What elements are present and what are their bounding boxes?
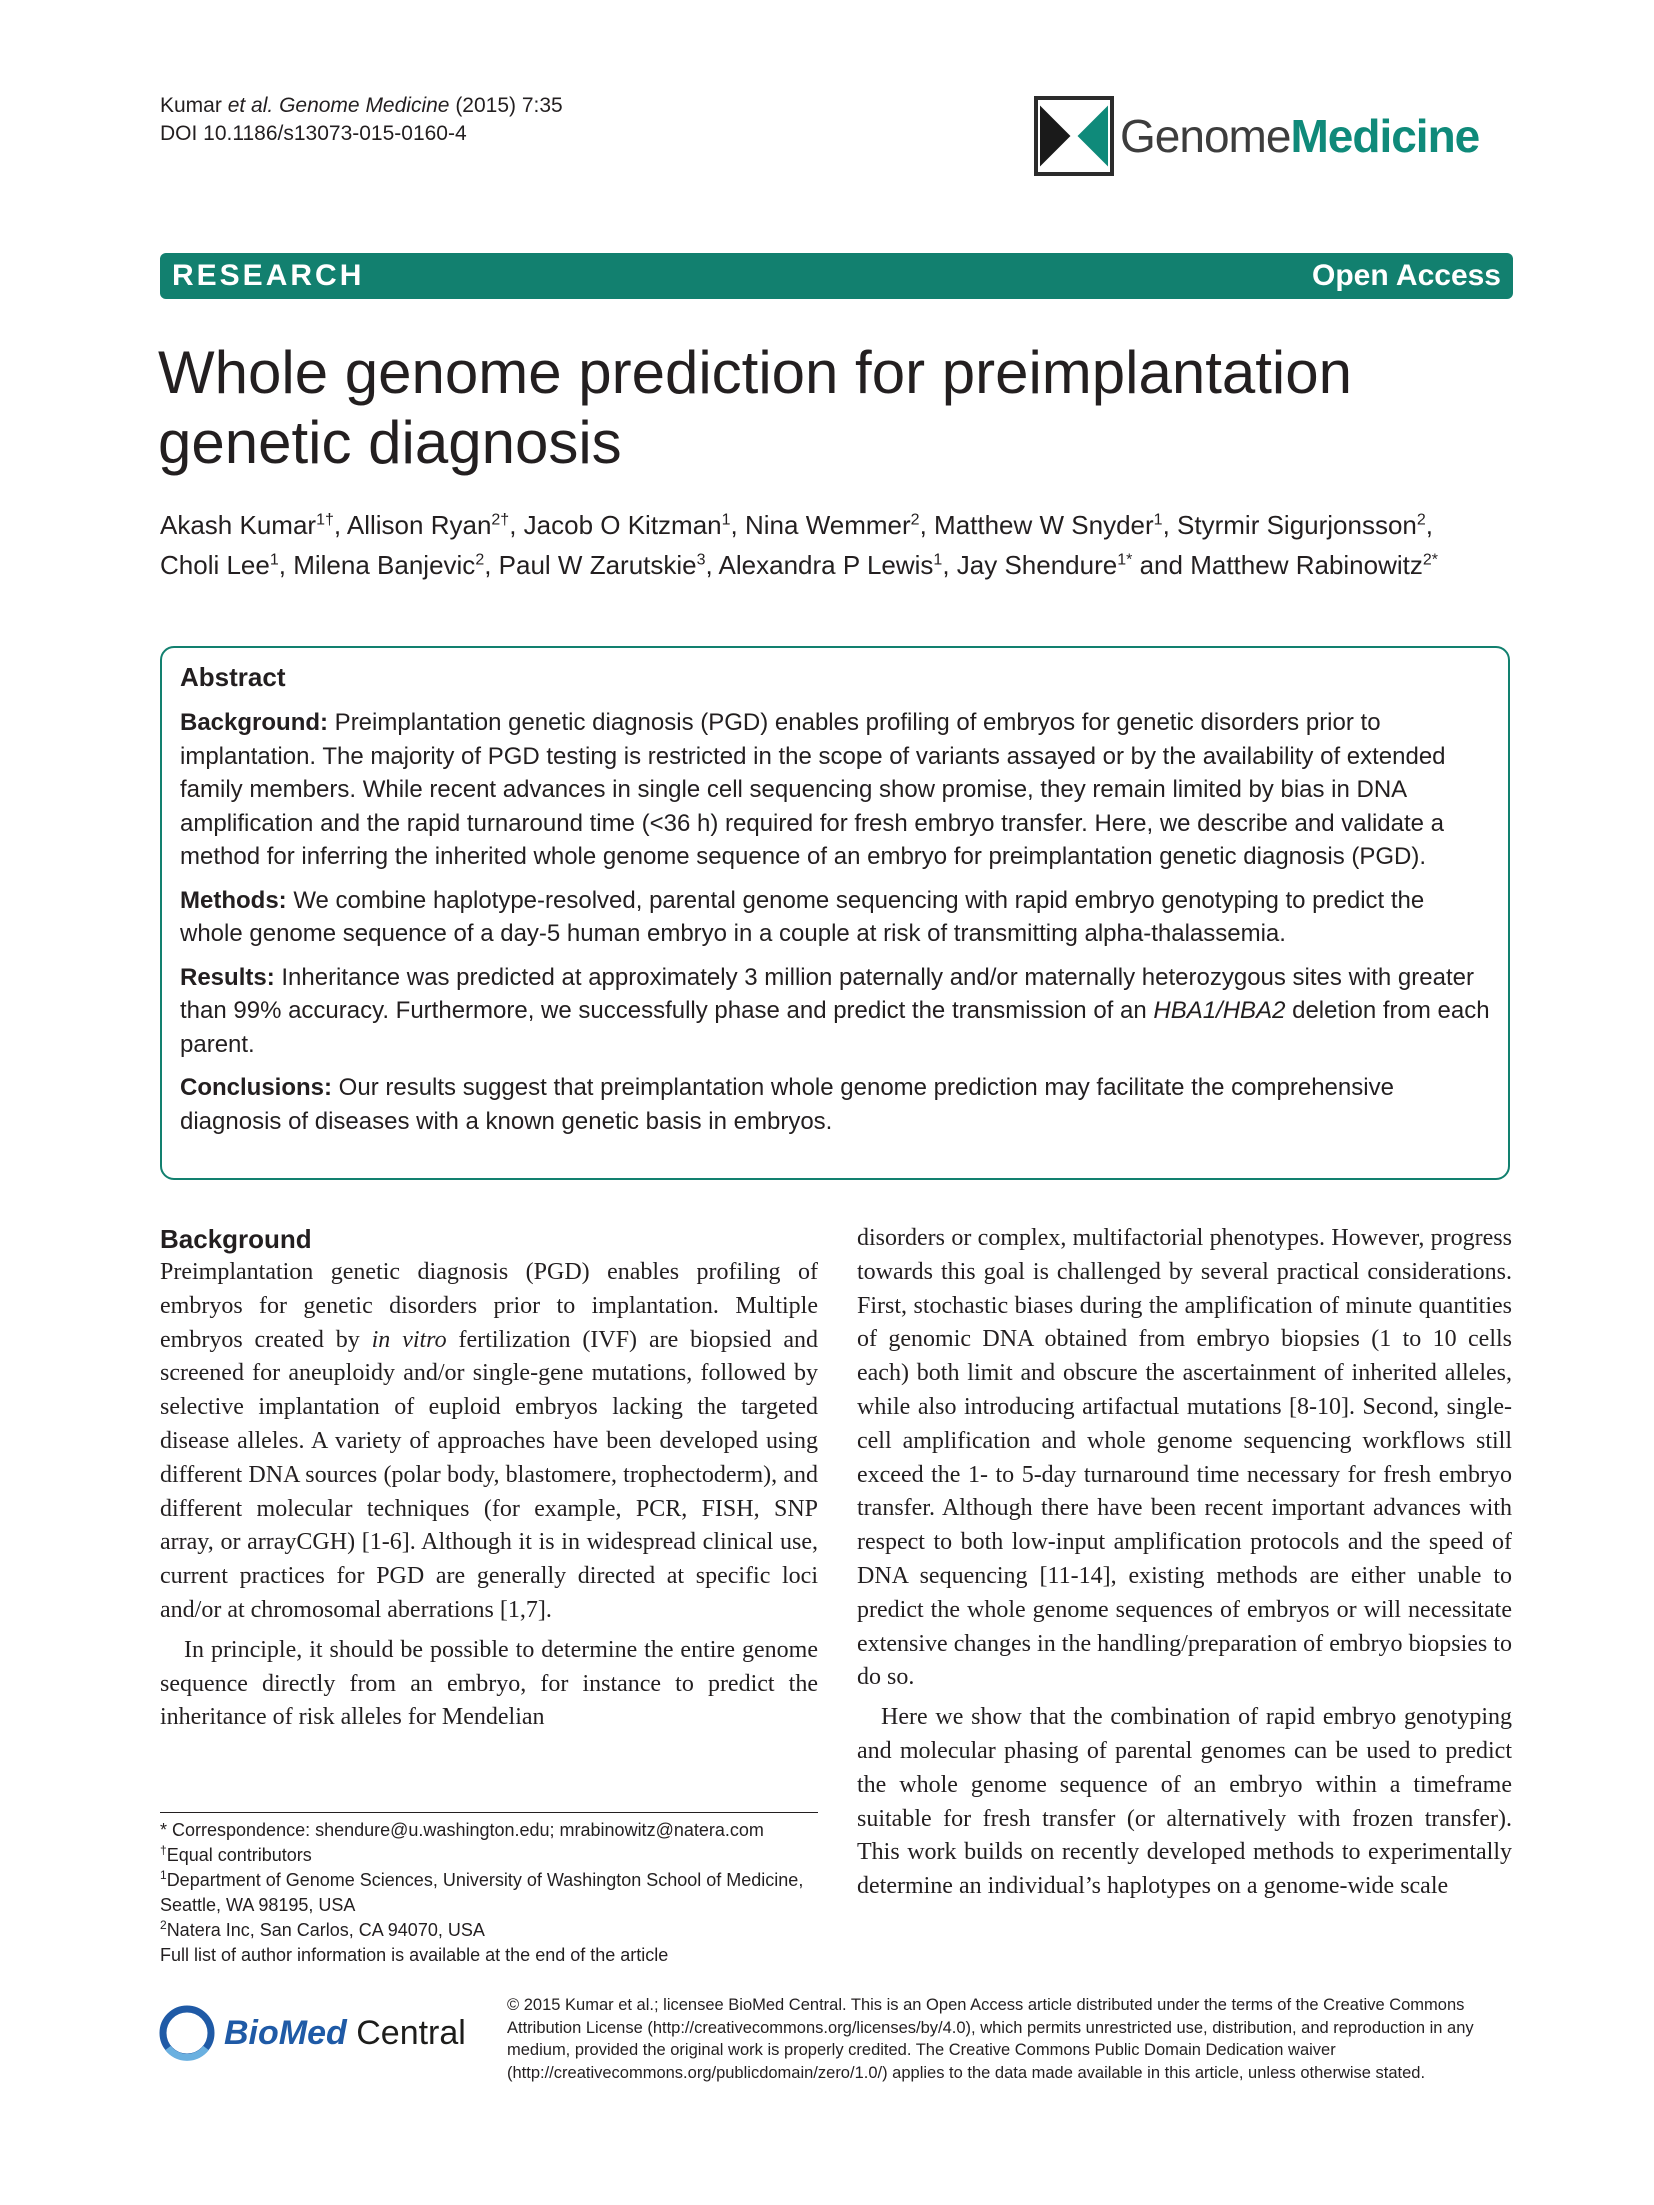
body-paragraph: In principle, it should be possible to determine the entire genome sequence directly from an embryo, for instance to predict the inheritance of risk alleles for Mendelian (160, 1636, 818, 1731)
author: Choli Lee$^1$ (160, 550, 279, 580)
abstract-methods: Methods: We combine haplotype-resolved, parental genome sequencing with rapid embryo genotyping to predict the whole genome sequence of a day-5 human embryo in a couple at risk of transmitting alpha-thalassemia. (180, 886, 1425, 947)
author: Styrmir Sigurjonsson$^2$ (1177, 510, 1426, 540)
journal-wordmark-bold: Medicine (1290, 110, 1480, 162)
author: Nina Wemmer$^2$ (745, 510, 920, 540)
author: Paul W Zarutskie$^3$ (498, 550, 706, 580)
body-column-left (160, 1222, 818, 1735)
publisher-wordmark (224, 2012, 466, 2054)
author: Alexandra P Lewis$^1$ (718, 550, 943, 580)
publisher-wordmark-light: Central (346, 2014, 466, 2052)
journal-logo[interactable] (1034, 96, 1514, 176)
author-info-note: Full list of author information is available at the end of the article (160, 1945, 669, 1965)
footnotes (160, 1818, 820, 1968)
publisher-wordmark-bold: BioMed (224, 2014, 347, 2052)
citation-line (160, 92, 563, 120)
publisher-logo[interactable] (158, 1998, 478, 2068)
biomed-central-logo-icon (158, 2004, 216, 2062)
citation-etal: et al. (227, 94, 274, 117)
abstract-box (160, 646, 1510, 1180)
journal-wordmark-light: Genome (1120, 110, 1291, 162)
genome-medicine-logo-icon (1034, 96, 1114, 176)
affiliation-2: $^2$Natera Inc, San Carlos, CA 94070, USA (160, 1918, 485, 1940)
abstract-results: Results: Inheritance was predicted at approximately 3 million paternally and/or maternally heterozygous sites with greater than 99% accuracy. Furthermore, we successfully phase and predict the transmission of an HBA1/HBA2 deletion from each parent. (180, 963, 1490, 1058)
license-statement: © 2015 Kumar et al.; licensee BioMed Central. This is an Open Access article distributed under the terms of the Creative Commons Attribution License (http://creativecommons.org/licenses/by/4.0), which permits unrestricted use, distribution, and reproduction in any medium, provided the original work is properly credited. The Creative Commons Public Domain Dedication waiver (http://creativecommons.org/publicdomain/zero/1.0/) applies to the data made available in this article, unless otherwise stated. (507, 1996, 1474, 2082)
author-list: Akash Kumar$^{1\dagger}$, Allison Ryan$^{2\dagger}$, Jacob O Kitzman$^1$, Nina Wemmer$^2$, Matthew W Snyder$^1$, Styrmir Sigurjonsson$^2$, Choli Lee$^1$, Milena Banjevic$^2$, Paul W Zarutskie$^3$, Alexandra P Lewis$^1$, Jay Shendure$^{1*}$ and Matthew Rabinowitz$^{2*}$ (160, 510, 1438, 580)
citation-block (160, 92, 563, 148)
section-heading-background: Background (160, 1224, 312, 1254)
article-title: Whole genome prediction for preimplantation genetic diagnosis (158, 339, 1352, 476)
citation-year-volume: (2015) 7:35 (449, 94, 563, 117)
body-paragraph: Preimplantation genetic diagnosis (PGD) enables profiling of embryos for genetic disorders prior to implantation. Multiple embryos created by in vitro fertilization (IVF) are biopsied and screened for aneuploidy and/or single-gene mutations, followed by selective implantation of euploid embryos lacking the targeted disease alleles. A variety of approaches have been developed using different DNA sources (polar body, blastomere, trophectoderm), and different molecular techniques (for example, PCR, FISH, SNP array, or arrayCGH) [1-6]. Although it is in widespread clinical use, current practices for PGD are generally directed at specific loci and/or at chromosomal aberrations [1,7]. (160, 1259, 819, 1623)
journal-wordmark (1120, 106, 1479, 166)
article-type-banner (160, 253, 1513, 299)
affiliation-1: $^1$Department of Genome Sciences, University of Washington School of Medicine, Seattle, WA 98195, USA (160, 1868, 804, 1915)
author-conjunction: and (1139, 550, 1183, 580)
citation-authors: Kumar (160, 94, 228, 117)
abstract-background: Background: Preimplantation genetic diagnosis (PGD) enables profiling of embryos for genetic disorders prior to implantation. The majority of PGD testing is restricted in the scope of variants assayed or by the availability of extended family members. While recent advances in single cell sequencing show promise, they remain limited by bias in DNA amplification and the rapid turnaround time (<36 h) required for fresh embryo transfer. Here, we describe and validate a method for inferring the inherited whole genome sequence of an embryo for preimplantation genetic diagnosis (PGD). (180, 709, 1446, 870)
open-access-label: Open Access (1312, 259, 1501, 292)
equal-contributors: †Equal contributors (160, 1843, 312, 1865)
author: Milena Banjevic$^2$ (293, 550, 485, 580)
footnote-divider (160, 1812, 818, 1813)
article-type-label: RESEARCH (172, 259, 365, 292)
body-paragraph: disorders or complex, multifactorial phenotypes. However, progress towards this goal is challenged by several practical considerations. First, stochastic biases during the amplification of minute quantities of genomic DNA obtained from embryo biopsies (1 to 10 cells each) both limit and obscure the ascertainment of inherited alleles, while also introducing artifactual mutations [8-10]. Second, single-cell amplification and whole genome sequencing workflows still exceed the 1- to 5-day turnaround time necessary for fresh embryo transfer. Although there have been recent important advances with respect to both low-input amplification protocols and the speed of DNA sequencing [11-14], existing methods are either unable to predict the whole genome sequences of embryos or will necessitate extensive changes in the handling/preparation of embryo biopsies to do so. (857, 1225, 1512, 1691)
correspondence[interactable]: * Correspondence: shendure@u.washington.edu; mrabinowitz@natera.com (160, 1820, 764, 1840)
author: Jacob O Kitzman$^1$ (523, 510, 731, 540)
body-column-right (857, 1222, 1512, 1904)
citation-journal: Genome Medicine (279, 94, 450, 117)
abstract-conclusions: Conclusions: Our results suggest that preimplantation whole genome prediction may facilitate the comprehensive diagnosis of diseases with a known genetic basis in embryos. (180, 1074, 1394, 1135)
author: Matthew Rabinowitz$^{2*}$ (1190, 550, 1438, 580)
abstract-heading: Abstract (180, 662, 286, 692)
doi: DOI 10.1186/s13073-015-0160-4 (160, 122, 467, 145)
author: Jay Shendure$^{1*}$ (956, 550, 1133, 580)
author: Matthew W Snyder$^1$ (934, 510, 1163, 540)
body-paragraph: Here we show that the combination of rapid embryo genotyping and molecular phasing of parental genomes can be used to predict the whole genome sequence of an embryo within a timeframe suitable for fresh transfer (or alternatively with frozen transfer). This work builds on recently developed methods to experimentally determine an individual’s haplotypes on a genome-wide scale (857, 1704, 1512, 1900)
author: Allison Ryan$^{2\dagger}$ (346, 510, 510, 540)
author: Akash Kumar$^{1\dagger}$ (160, 510, 334, 540)
